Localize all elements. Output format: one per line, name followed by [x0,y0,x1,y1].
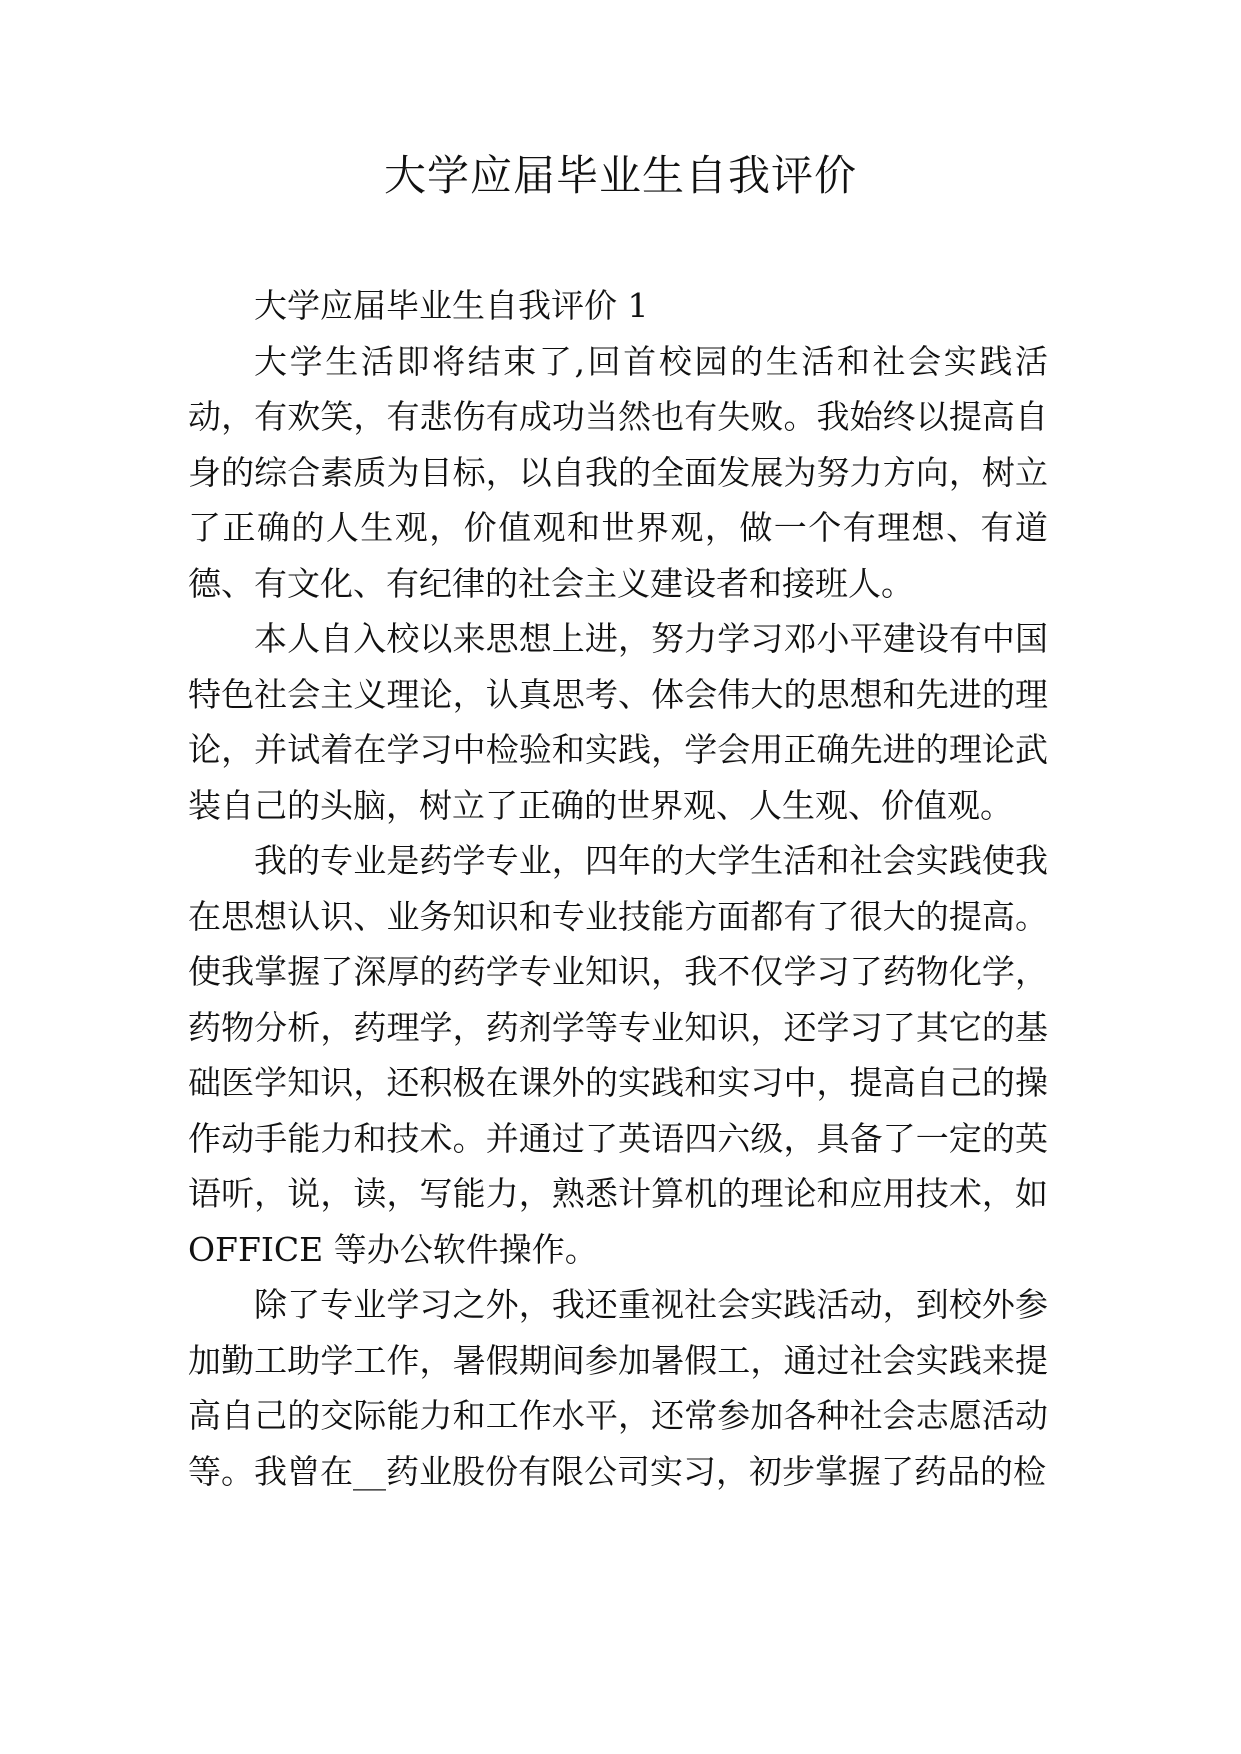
document-body [188,278,1048,1499]
paragraph-ideology: 本人自入校以来思想上进，努力学习邓小平建设有中国特色社会主义理论，认真思考、体会伟大的思想和先进的理论，并试着在学习中检验和实践，学会用正确先进的理论武装自己的头脑，树立了正确的世界观、人生观、价值观。 [188,619,1048,825]
paragraph-intro: 大学生活即将结束了,回首校园的生活和社会实践活动，有欢笑，有悲伤有成功当然也有失败。我始终以提高自身的综合素质为目标，以自我的全面发展为努力方向，树立了正确的人生观，价值观和世界观，做一个有理想、有道德、有文化、有纪律的社会主义建设者和接班人。 [188,341,1048,603]
paragraph-practice: 除了专业学习之外，我还重视社会实践活动，到校外参加勤工助学工作，暑假期间参加暑假工，通过社会实践来提高自己的交际能力和工作水平，还常参加各种社会志愿活动等。我曾在__药业股份有限公司实习，初步掌握了药品的检 [188,1285,1048,1491]
document-title: 大学应届毕业生自我评价 [383,151,857,200]
section-heading: 大学应届毕业生自我评价 1 [254,286,649,325]
paragraph-major: 我的专业是药学专业，四年的大学生活和社会实践使我在思想认识、业务知识和专业技能方面都有了很大的提高。使我掌握了深厚的药学专业知识，我不仅学习了药物化学，药物分析，药理学，药剂学等专业知识，还学习了其它的基础医学知识，还积极在课外的实践和实习中，提高自己的操作动手能力和技术。并通过了英语四六级，具备了一定的英语听，说，读，写能力，熟悉计算机的理论和应用技术，如 OFFICE 等办公软件操作。 [188,841,1048,1269]
